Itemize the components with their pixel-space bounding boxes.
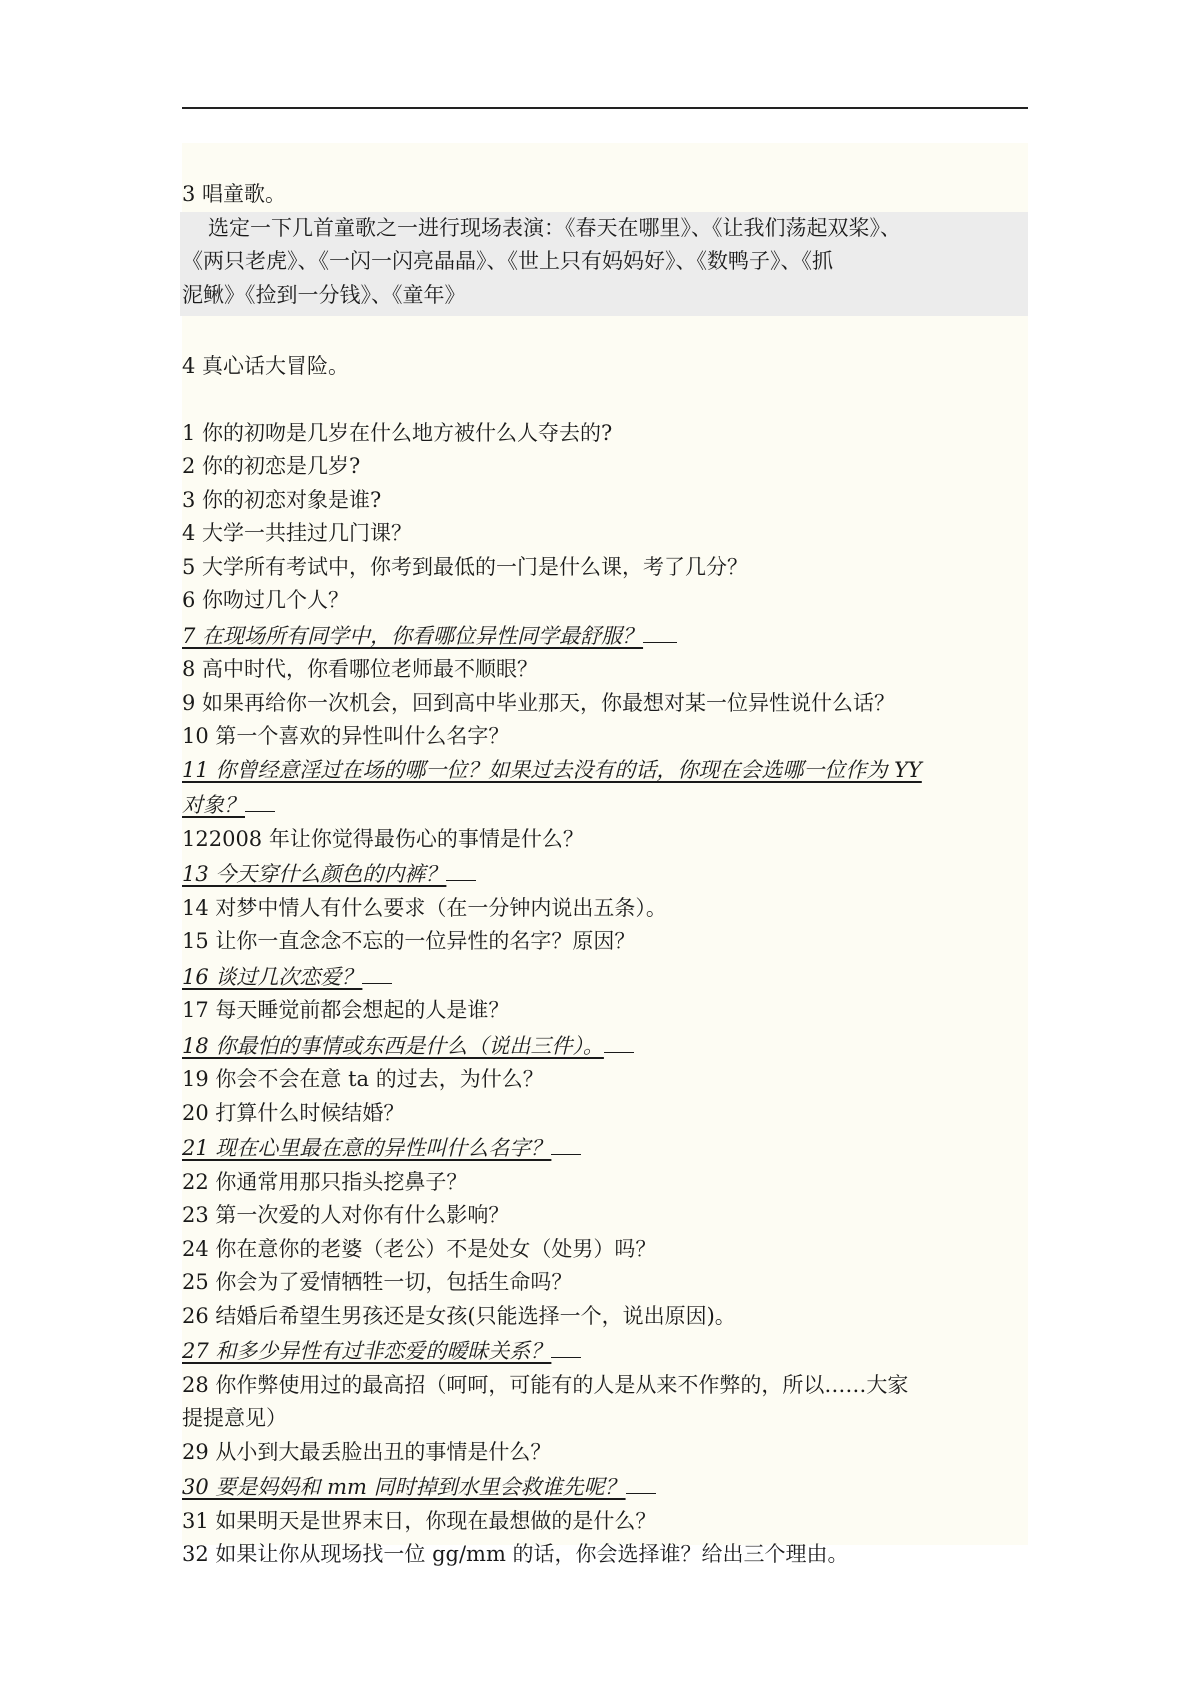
underline-tail [551, 1333, 581, 1358]
question-item-highlighted [182, 1028, 1028, 1064]
underline-tail [551, 1130, 581, 1155]
underline-tail [626, 1469, 656, 1494]
question-item: 122008 年让你觉得最伤心的事情是什么？ [182, 826, 584, 851]
question-item: 25 你会为了爱情牺牲一切，包括生命吗？ [182, 1270, 573, 1294]
question-item-highlighted [182, 1333, 1028, 1369]
question-text: 16 谈过几次恋爱？ [182, 964, 363, 989]
song-list-line: 泥鳅》《捡到一分钱》、《童年》 [182, 282, 466, 307]
header-rule [182, 107, 1028, 109]
section-3-heading: 3 唱童歌。 [182, 182, 287, 206]
question-item: 1 你的初吻是几岁在什么地方被什么人夺去的? [182, 420, 613, 445]
question-item-highlighted: 11 你曾经意淫过在场的哪一位？如果过去没有的话，你现在会选哪一位作为 YY [182, 757, 922, 782]
question-item: 提提意见） [182, 1406, 287, 1430]
question-item-highlighted [182, 1469, 1028, 1505]
section-4-heading: 4 真心话大冒险。 [182, 353, 350, 378]
question-item: 24 你在意你的老婆（老公）不是处女（处男）吗？ [182, 1236, 657, 1261]
question-item-highlighted [182, 618, 1028, 654]
question-item: 23 第一次爱的人对你有什么影响？ [182, 1203, 510, 1227]
question-item: 20 打算什么时候结婚？ [182, 1100, 405, 1125]
underline-tail [245, 787, 275, 812]
question-text: 7 在现场所有同学中，你看哪位异性同学最舒服？ [182, 623, 644, 648]
question-item: 14 对梦中情人有什么要求（在一分钟内说出五条）。 [182, 895, 667, 920]
question-item: 10 第一个喜欢的异性叫什么名字？ [182, 724, 510, 748]
question-text: 13 今天穿什么颜色的内裤？ [182, 862, 447, 886]
question-item: 15 让你一直念念不忘的一位异性的名字？原因？ [182, 929, 636, 953]
question-item: 32 如果让你从现场找一位 gg/mm 的话，你会选择谁？给出三个理由。 [182, 1542, 849, 1566]
question-item-highlighted [182, 856, 1028, 892]
question-item: 17 每天睡觉前都会想起的人是谁？ [182, 998, 510, 1022]
question-item: 8 高中时代，你看哪位老师最不顺眼？ [182, 657, 539, 681]
question-item: 31 如果明天是世界末日，你现在最想做的是什么？ [182, 1508, 657, 1533]
question-text: 30 要是妈妈和 mm 同时掉到水里会救谁先呢？ [182, 1475, 626, 1499]
question-item-highlighted [182, 787, 1028, 823]
question-item: 29 从小到大最丢脸出丑的事情是什么？ [182, 1439, 552, 1464]
question-item-highlighted [182, 1130, 1028, 1166]
question-item: 22 你通常用那只指头挖鼻子？ [182, 1169, 468, 1194]
question-item: 4 大学一共挂过几门课？ [182, 521, 413, 545]
question-text: 对象？ [182, 793, 245, 817]
question-item: 6 你吻过几个人？ [182, 588, 350, 612]
question-text: 21 现在心里最在意的异性叫什么名字？ [182, 1136, 552, 1160]
question-item: 9 如果再给你一次机会，回到高中毕业那天，你最想对某一位异性说什么话？ [182, 690, 896, 715]
question-item-highlighted [182, 959, 1028, 995]
underline-tail [643, 618, 677, 643]
spacer [182, 383, 1028, 417]
underline-tail [446, 856, 476, 881]
document-body [182, 178, 1028, 1572]
question-item: 3 你的初恋对象是谁? [182, 487, 382, 512]
question-item: 19 你会不会在意 ta 的过去，为什么？ [182, 1067, 544, 1091]
underline-tail [362, 959, 392, 984]
underline-tail [604, 1028, 634, 1053]
question-list [182, 417, 1028, 1572]
spacer [182, 316, 1028, 350]
song-list-block [180, 212, 1028, 317]
question-item: 5 大学所有考试中，你考到最低的一门是什么课，考了几分？ [182, 554, 749, 579]
question-item: 28 你作弊使用过的最高招（呵呵，可能有的人是从来不作弊的，所以……大家 [182, 1372, 909, 1397]
question-item: 2 你的初恋是几岁? [182, 454, 361, 478]
question-item: 26 结婚后希望生男孩还是女孩(只能选择一个，说出原因)。 [182, 1303, 736, 1328]
question-text: 18 你最怕的事情或东西是什么（说出三件）。 [182, 1033, 604, 1058]
question-text: 27 和多少异性有过非恋爱的暧昧关系？ [182, 1339, 552, 1363]
song-list-line: 选定一下几首童歌之一进行现场表演：《春天在哪里》、《让我们荡起双桨》、 [208, 215, 901, 240]
song-list-line: 《两只老虎》、《一闪一闪亮晶晶》、《世上只有妈妈好》、《数鸭子》、《抓 [182, 249, 833, 273]
